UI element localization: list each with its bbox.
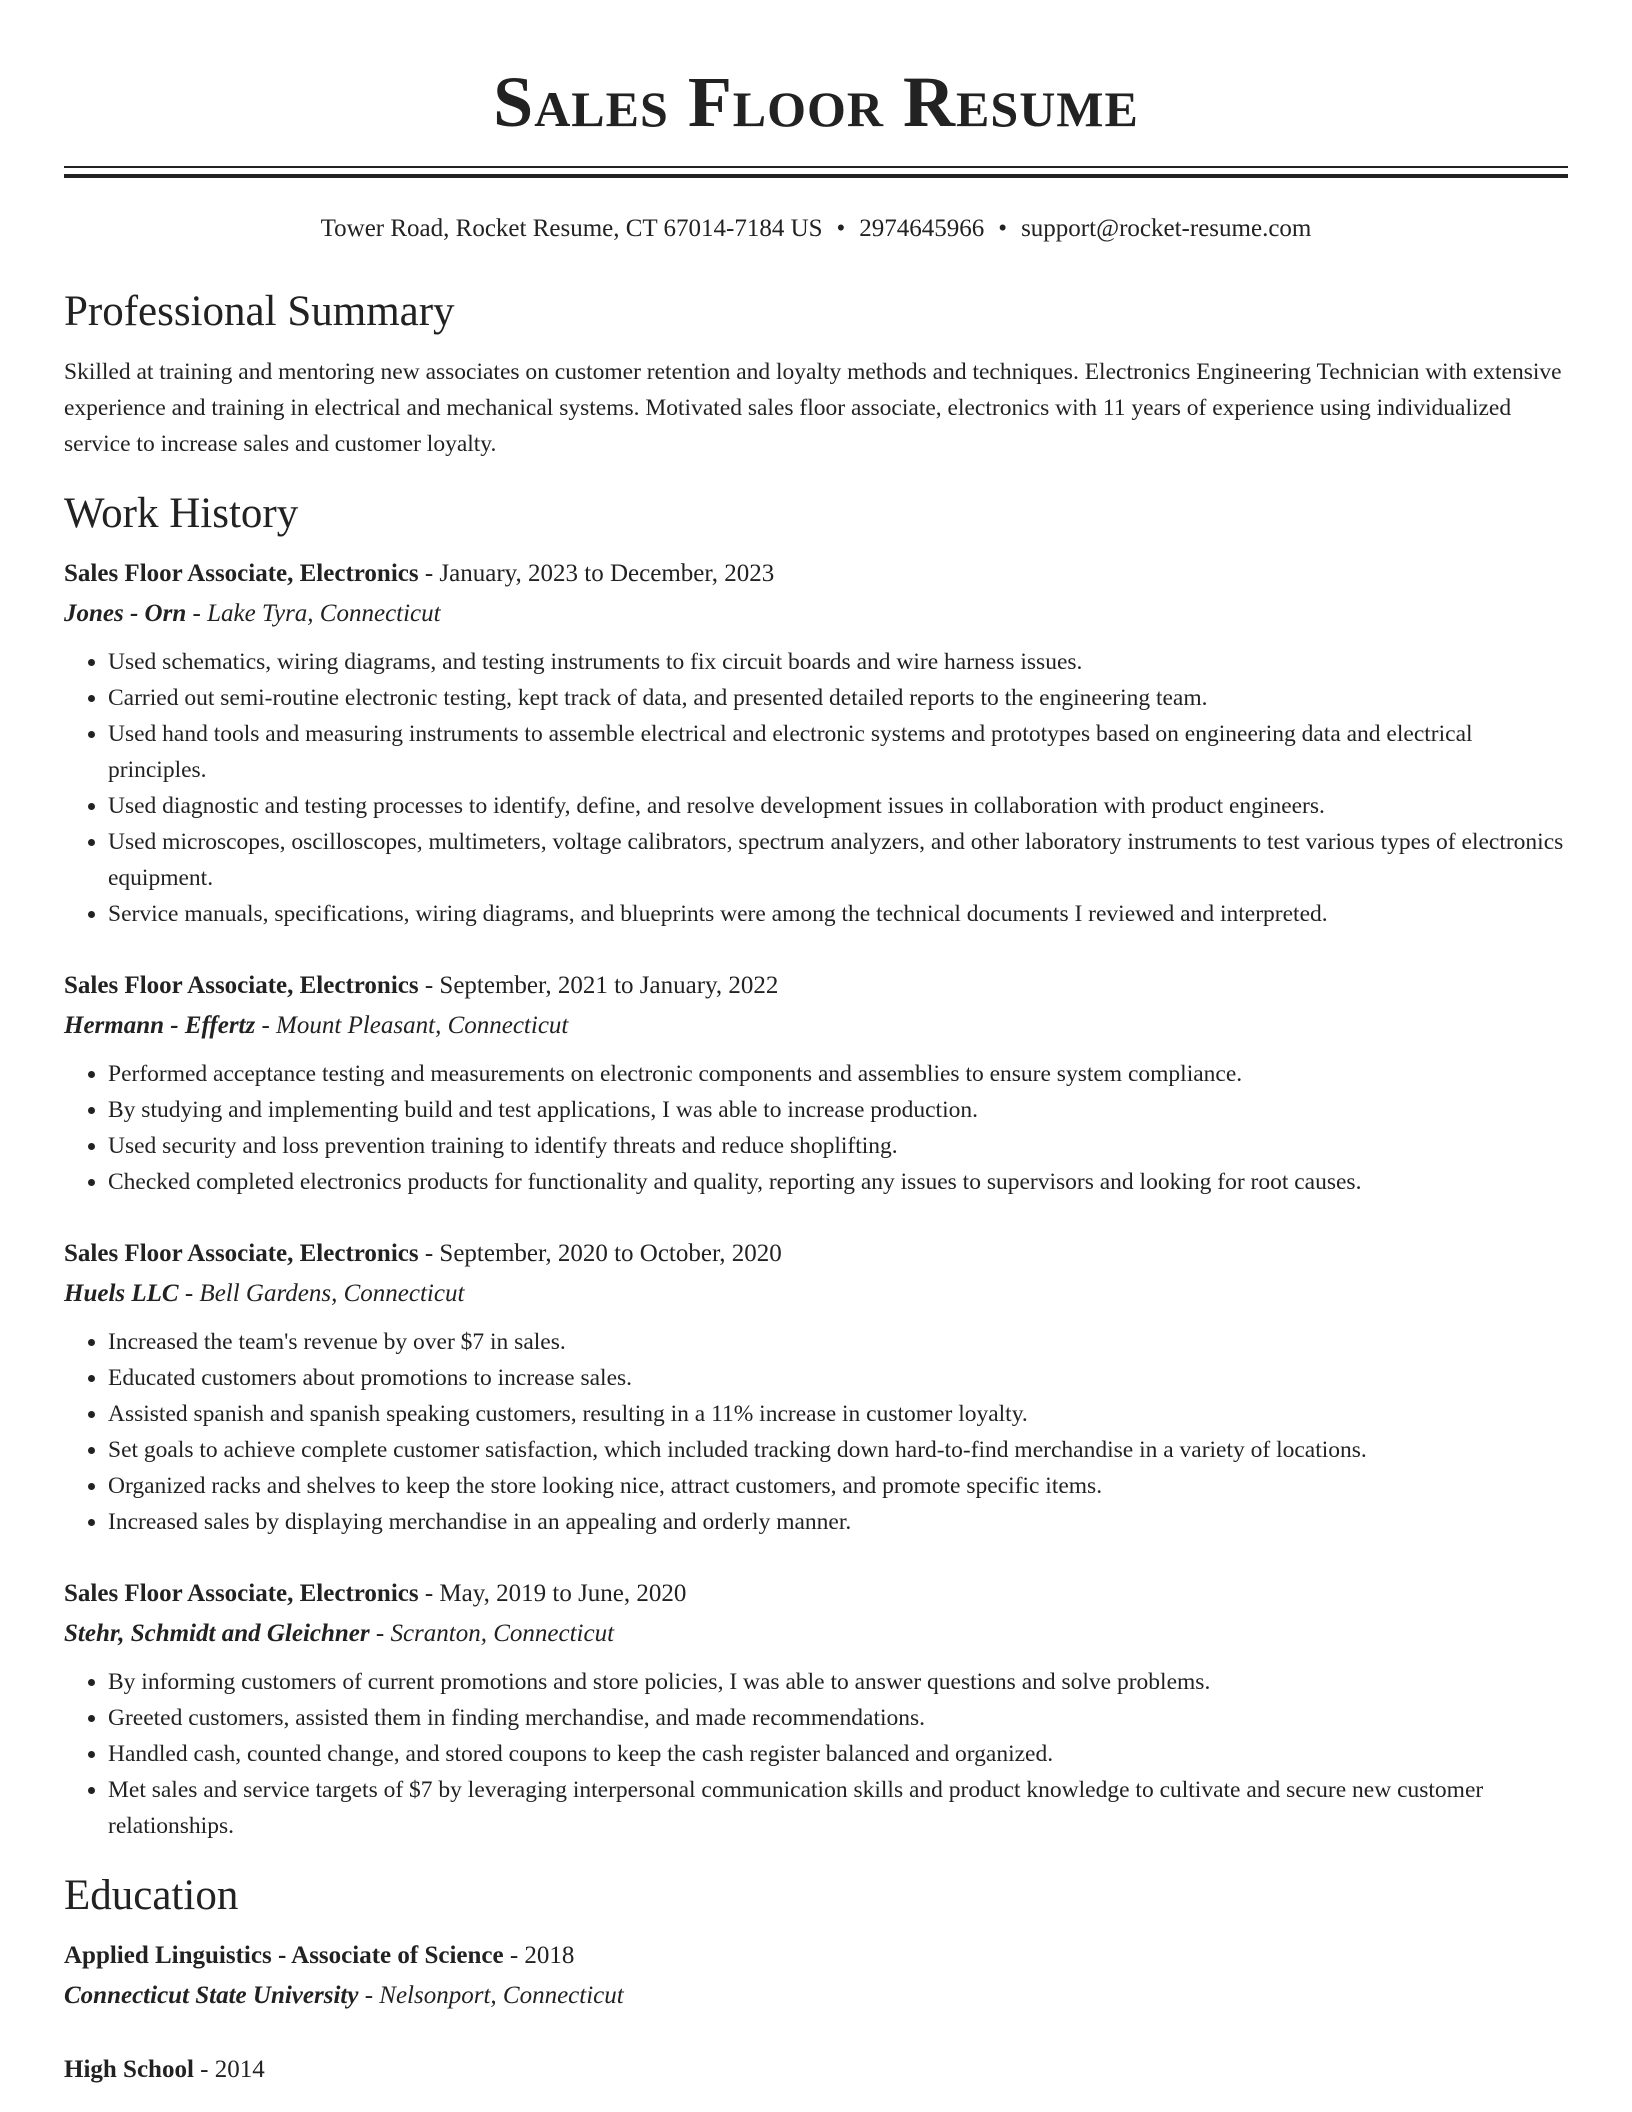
job-role: Sales Floor Associate, Electronics: [64, 1240, 419, 1267]
education-location: - Nelsonport, Connecticut: [358, 1982, 624, 2009]
summary-heading: Professional Summary: [64, 288, 455, 335]
contact-email: support@rocket-resume.com: [1021, 215, 1312, 242]
job-bullet: • Increased sales by displaying merchandise in an appealing and orderly manner.: [108, 1504, 1568, 1540]
job-bullet: • Increased the team's revenue by over $7 in sales.: [108, 1324, 1568, 1360]
job-company: Huels LLC: [64, 1280, 179, 1307]
job-bullet: • Organized racks and shelves to keep the store looking nice, attract customers, and promote specific items.: [108, 1468, 1568, 1504]
job-bullet: • Used microscopes, oscilloscopes, multimeters, voltage calibrators, spectrum analyzers, and other laboratory instruments to test various types of electronics equipment.: [108, 824, 1568, 896]
job-title-line: [64, 1234, 1568, 1274]
job-bullet: • Set goals to achieve complete customer satisfaction, which included tracking down hard-to-find merchandise in a variety of locations.: [108, 1432, 1568, 1468]
job-entry: [64, 1574, 1568, 1844]
job-bullets: [64, 644, 1568, 932]
job-bullets: [64, 1324, 1568, 1540]
contact-phone: 2974645966: [859, 215, 985, 242]
job-company: Jones - Orn: [64, 600, 187, 627]
job-location: - Lake Tyra, Connecticut: [186, 600, 441, 627]
job-bullet: • Educated customers about promotions to increase sales.: [108, 1360, 1568, 1396]
job-bullet: • Carried out semi-routine electronic testing, kept track of data, and presented detailed reports to the engineering team.: [108, 680, 1568, 716]
summary-section: [64, 286, 1568, 462]
job-bullet: • Handled cash, counted change, and stored coupons to keep the cash register balanced and organized.: [108, 1736, 1568, 1772]
title-divider: [64, 166, 1568, 178]
job-company-line: [64, 1614, 1568, 1654]
job-location: - Mount Pleasant, Connecticut: [255, 1012, 569, 1039]
job-dates: - May, 2019 to June, 2020: [418, 1580, 687, 1607]
job-bullet: • Used schematics, wiring diagrams, and testing instruments to fix circuit boards and wire harness issues.: [108, 644, 1568, 680]
job-title-line: [64, 1574, 1568, 1614]
job-entry: [64, 554, 1568, 932]
job-company-line: [64, 1274, 1568, 1314]
job-title-line: [64, 966, 1568, 1006]
job-bullets: [64, 1056, 1568, 1200]
education-section: [64, 1870, 1568, 2090]
education-year: - 2018: [503, 1942, 575, 1969]
work-history-heading: Work History: [64, 490, 299, 537]
resume-page: [64, 0, 1568, 2090]
education-degree: Applied Linguistics - Associate of Science: [64, 1942, 504, 1969]
job-bullet: • Used diagnostic and testing processes to identify, define, and resolve development issues in collaboration with product engineers.: [108, 788, 1568, 824]
job-role: Sales Floor Associate, Electronics: [64, 560, 419, 587]
education-degree-line: [64, 2050, 1568, 2090]
job-bullet: • Used hand tools and measuring instruments to assemble electrical and electronic systems and prototypes based on engineering data and electrical principles.: [108, 716, 1568, 788]
education-school-line: [64, 1976, 1568, 2016]
education-school: Connecticut State University: [64, 1982, 359, 2009]
job-role: Sales Floor Associate, Electronics: [64, 972, 419, 999]
contact-separator: •: [998, 215, 1008, 242]
job-bullet: • Greeted customers, assisted them in finding merchandise, and made recommendations.: [108, 1700, 1568, 1736]
job-title-line: [64, 554, 1568, 594]
job-bullet: • Service manuals, specifications, wiring diagrams, and blueprints were among the technical documents I reviewed and interpreted.: [108, 896, 1568, 932]
summary-text: Skilled at training and mentoring new associates on customer retention and loyalty methods and techniques. Electronics Engineering Technician with extensive experience and training in electrical and mechanical systems. Motivated sales floor associate, electronics with 11 years of experience using individualized service to increase sales and customer loyalty.: [64, 359, 1562, 457]
job-bullet: • By informing customers of current promotions and store policies, I was able to answer questions and solve problems.: [108, 1664, 1568, 1700]
job-company: Hermann - Effertz: [64, 1012, 256, 1039]
divider-line-thin: [64, 166, 1568, 168]
job-dates: - January, 2023 to December, 2023: [418, 560, 775, 587]
job-bullet: • Checked completed electronics products for functionality and quality, reporting any issues to supervisors and looking for root causes.: [108, 1164, 1568, 1200]
job-bullet: • Performed acceptance testing and measurements on electronic components and assemblies to ensure system compliance.: [108, 1056, 1568, 1092]
job-bullet: • By studying and implementing build and test applications, I was able to increase production.: [108, 1092, 1568, 1128]
job-entry: [64, 966, 1568, 1200]
job-bullet: • Used security and loss prevention training to identify threats and reduce shoplifting.: [108, 1128, 1568, 1164]
education-degree-line: [64, 1936, 1568, 1976]
education-entry: [64, 1936, 1568, 2016]
education-entry: [64, 2050, 1568, 2090]
work-history-section: [64, 488, 1568, 1844]
education-degree: High School: [64, 2056, 194, 2083]
job-dates: - September, 2020 to October, 2020: [418, 1240, 782, 1267]
job-role: Sales Floor Associate, Electronics: [64, 1580, 419, 1607]
job-entry: [64, 1234, 1568, 1540]
job-dates: - September, 2021 to January, 2022: [418, 972, 779, 999]
job-bullet: • Assisted spanish and spanish speaking customers, resulting in a 11% increase in customer loyalty.: [108, 1396, 1568, 1432]
contact-address: Tower Road, Rocket Resume, CT 67014-7184 US: [320, 215, 823, 242]
education-heading: Education: [64, 1872, 239, 1919]
contact-separator: •: [836, 215, 846, 242]
divider-line-thick: [64, 174, 1568, 178]
resume-title: Sales Floor Resume: [493, 62, 1139, 142]
job-bullet: • Met sales and service targets of $7 by leveraging interpersonal communication skills and product knowledge to cultivate and secure new customer relationships.: [108, 1772, 1568, 1844]
education-year: - 2014: [193, 2056, 265, 2083]
job-company-line: [64, 594, 1568, 634]
job-bullets: [64, 1664, 1568, 1844]
job-location: - Scranton, Connecticut: [369, 1620, 615, 1647]
job-location: - Bell Gardens, Connecticut: [178, 1280, 465, 1307]
job-company-line: [64, 1006, 1568, 1046]
job-company: Stehr, Schmidt and Gleichner: [64, 1620, 370, 1647]
contact-info: [64, 214, 1568, 244]
